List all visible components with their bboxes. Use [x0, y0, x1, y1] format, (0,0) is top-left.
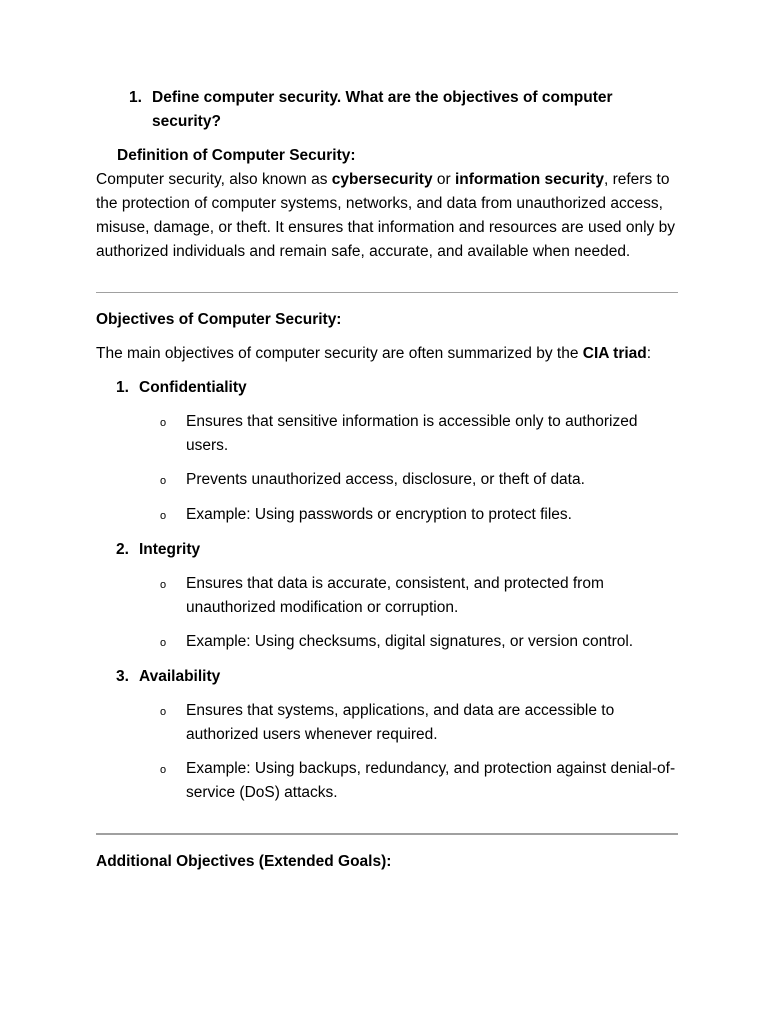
bullet-marker: o — [160, 510, 167, 522]
objective-title: Confidentiality — [139, 379, 247, 396]
document-body — [96, 86, 678, 874]
question-heading — [129, 86, 678, 134]
definition-paragraph — [96, 168, 678, 264]
objectives-intro-term: CIA triad — [582, 345, 647, 362]
definition-text-1: Computer security, also known as — [96, 171, 332, 188]
definition-text-3: , refers to the protection of computer systems, networks, and data from unauthorized access, misuse, damage, or theft. It ensures that information and resources are used only by authorized individuals and remain safe, accurate, and available when needed. — [96, 171, 675, 260]
objective-number: 3. — [116, 668, 129, 685]
bullet-text: Ensures that sensitive information is accessible only to authorized users. — [186, 413, 638, 454]
list-item — [160, 410, 678, 458]
objectives-intro-end: : — [646, 345, 652, 362]
objectives-heading: Objectives of Computer Security: — [96, 311, 342, 328]
bullet-marker: o — [160, 764, 167, 776]
objective-item — [116, 538, 678, 562]
question-text: Define computer security. What are the objectives of computer security? — [152, 89, 613, 130]
section-divider — [96, 292, 678, 293]
objectives-intro — [96, 342, 678, 366]
list-item — [160, 468, 678, 493]
objective-item — [116, 376, 678, 400]
objective-number: 2. — [116, 541, 129, 558]
bullet-marker: o — [160, 579, 167, 591]
definition-term-cybersecurity: cybersecurity — [331, 171, 433, 188]
definition-term-information-security: information security — [454, 171, 604, 188]
list-item — [160, 757, 678, 805]
objective-title: Availability — [139, 668, 221, 685]
objective-title: Integrity — [139, 541, 201, 558]
objective-item — [116, 665, 678, 689]
bullet-marker: o — [160, 417, 167, 429]
additional-objectives-heading: Additional Objectives (Extended Goals): — [96, 853, 392, 870]
list-item — [160, 699, 678, 747]
bullet-text: Example: Using passwords or encryption to protect files. — [186, 506, 572, 523]
list-item — [160, 572, 678, 620]
bullet-marker: o — [160, 637, 167, 649]
bullet-text: Prevents unauthorized access, disclosure, or theft of data. — [186, 471, 585, 488]
bullet-text: Ensures that data is accurate, consistent, and protected from unauthorized modification or corruption. — [186, 575, 604, 616]
bullet-text: Example: Using backups, redundancy, and protection against denial-of-service (DoS) attacks. — [186, 760, 676, 801]
bullet-text: Example: Using checksums, digital signatures, or version control. — [186, 633, 634, 650]
bullet-marker: o — [160, 475, 167, 487]
definition-heading: Definition of Computer Security: — [117, 147, 356, 164]
definition-text-2: or — [432, 171, 455, 188]
bullet-marker: o — [160, 706, 167, 718]
list-item — [160, 630, 678, 655]
list-item — [160, 503, 678, 528]
objective-number: 1. — [116, 379, 129, 396]
section-divider — [96, 833, 678, 835]
objectives-intro-text: The main objectives of computer security are often summarized by the — [96, 345, 583, 362]
bullet-text: Ensures that systems, applications, and data are accessible to authorized users whenever required. — [186, 702, 615, 743]
question-number: 1. — [129, 89, 142, 106]
